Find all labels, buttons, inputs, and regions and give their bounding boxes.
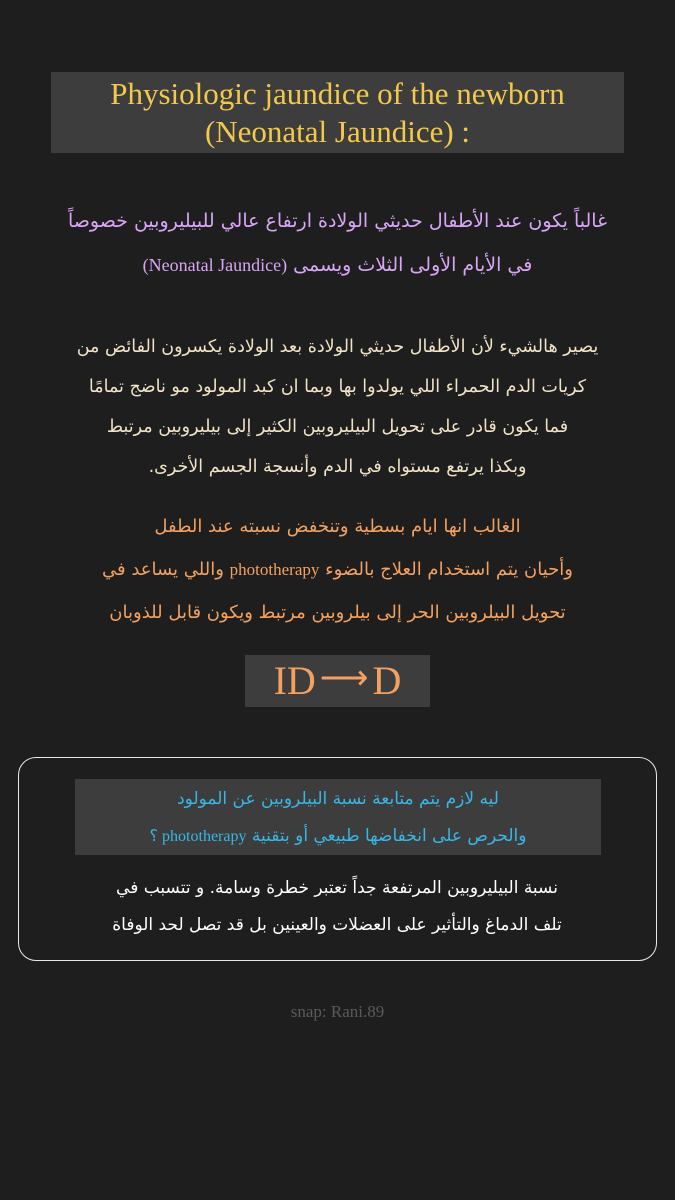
question-line-2-english: phototherapy ؟ bbox=[149, 828, 247, 845]
answer-line-1: نسبة البيليروبين المرتفعة جداً تعتبر خطرة وسامة. و تتسبب في bbox=[116, 878, 558, 898]
conversion-box bbox=[245, 655, 430, 707]
footer-credit: snap: Rani.89 bbox=[290, 1002, 385, 1021]
conversion-from: ID bbox=[273, 658, 316, 703]
intro-paragraph bbox=[14, 199, 661, 287]
treatment-line-2-arabic-b: واللي يساعد في bbox=[102, 559, 224, 580]
answer-line-2: تلف الدماغ والتأثير على العضلات والعينين بل قد تصل لحد الوفاة bbox=[112, 915, 562, 935]
question-highlight-box bbox=[75, 779, 601, 855]
title-line-1: Physiologic jaundice of the newborn bbox=[110, 76, 565, 111]
intro-line-2-arabic: في الأيام الأولى الثلاث ويسمى bbox=[293, 254, 533, 276]
treatment-line-3: تحويل البيلروبين الحر إلى بيلروبين مرتبط ويكون قابل للذوبان bbox=[109, 602, 566, 623]
title-line-2: (Neonatal Jaundice) : bbox=[204, 114, 471, 149]
question-line-1: ليه لازم يتم متابعة نسبة البيلروبين عن المولود bbox=[177, 789, 499, 809]
question-card bbox=[18, 757, 657, 961]
intro-line-1: غالباً يكون عند الأطفال حديثي الولادة ارتفاع عالي للبيليروبين خصوصاً bbox=[67, 210, 608, 232]
conversion-to: D bbox=[372, 658, 402, 703]
intro-line-2 bbox=[14, 243, 661, 287]
treatment-line-2 bbox=[14, 548, 661, 591]
title-highlight-box bbox=[51, 72, 624, 153]
treatment-paragraph bbox=[14, 505, 661, 634]
cause-line-2: كريات الدم الحمراء اللي يولدوا بها وبما ان كبد المولود مو ناضج تمامًا bbox=[88, 377, 587, 397]
intro-line-2-english: (Neonatal Jaundice) bbox=[142, 255, 288, 275]
treatment-line-1: الغالب انها ايام بسطية وتنخفض نسبته عند الطفل bbox=[154, 516, 521, 537]
treatment-line-2-arabic-a: وأحيان يتم استخدام العلاج بالضوء bbox=[325, 559, 573, 580]
question-line-2-arabic: والحرص على انخفاضها طبيعي أو بتقنية bbox=[251, 826, 527, 846]
arrow-right-icon: ⟶ bbox=[319, 660, 369, 697]
cause-line-4: وبكذا يرتفع مستواه في الدم وأنسجة الجسم الأخرى. bbox=[148, 457, 527, 477]
cause-line-3: فما يكون قادر على تحويل البيليروبين الكثير إلى بيليروبين مرتبط bbox=[106, 417, 569, 437]
treatment-line-2-english: phototherapy bbox=[229, 560, 320, 579]
answer-text bbox=[23, 870, 651, 944]
cause-paragraph bbox=[14, 327, 661, 487]
cause-line-1: يصير هالشيء لأن الأطفال حديثي الولادة بعد الولادة يكسرون الفائض من bbox=[76, 337, 599, 357]
question-line-2 bbox=[75, 818, 601, 855]
